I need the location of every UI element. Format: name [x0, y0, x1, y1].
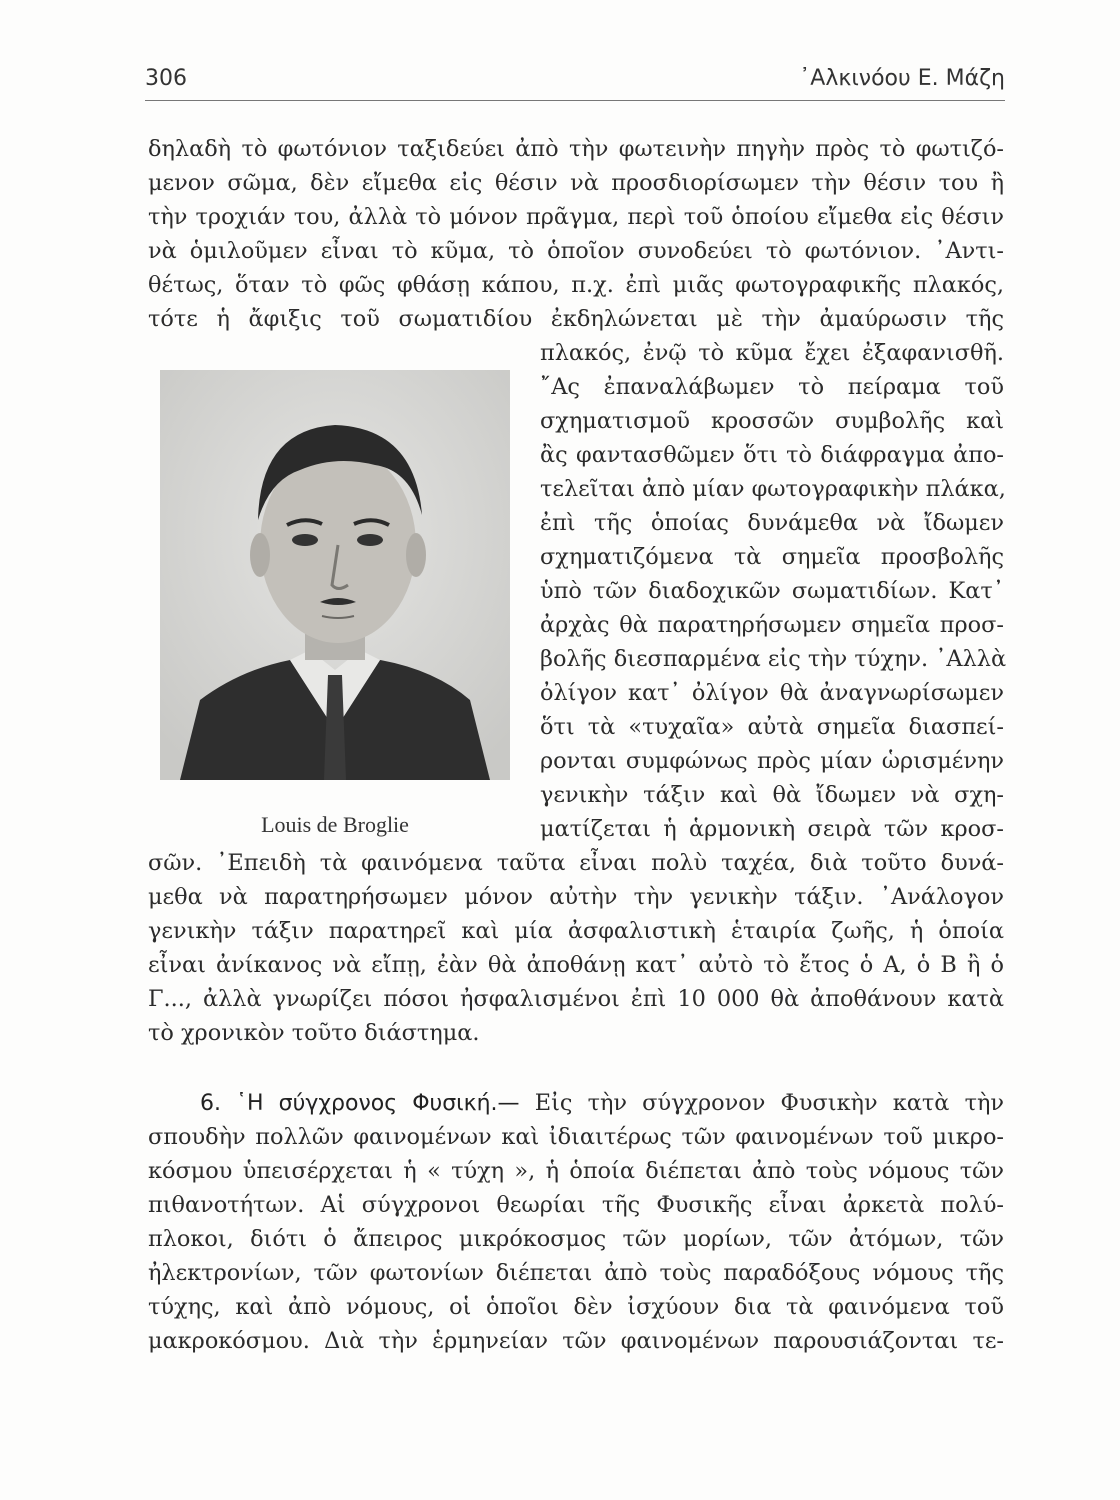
- body-line: Γ..., ἀλλὰ γνωρίζει πόσοι ἠσφαλισμένοι ἐπὶ 10 000 θὰ ἀποθάνουν κατὰ: [148, 986, 1004, 1012]
- section-first-line: [200, 1086, 1004, 1121]
- body-line: σχηματιζόμενα τὰ σημεῖα προσβολῆς: [540, 544, 1004, 570]
- body-line: μεθα νὰ παρατηρήσωμεν μόνον αὐτὴν τὴν γενικὴν τάξιν. ᾿Ανάλογον: [148, 884, 1004, 910]
- body-line: ὀλίγον κατ᾿ ὀλίγον θὰ ἀναγνωρίσωμεν: [540, 680, 1004, 706]
- body-line: βολῆς διεσπαρμένα εἰς τὴν τύχην. ᾿Αλλὰ: [540, 646, 1007, 672]
- body-line: ρονται συμφώνως πρὸς μίαν ὡρισμένην: [540, 748, 1004, 774]
- running-title: ᾿Αλκινόου Ε. Μάζη: [799, 66, 1005, 91]
- body-line: ὑπὸ τῶν διαδοχικῶν σωματιδίων. Κατ᾿: [540, 578, 1004, 604]
- section-line: κόσμου ὑπεισέρχεται ἡ « τύχη », ἡ ὁποία διέπεται ἀπὸ τοὺς νόμους τῶν: [148, 1158, 1004, 1184]
- page-number: 306: [145, 66, 187, 91]
- section-line: σπουδὴν πολλῶν φαινομένων καὶ ἰδιαιτέρως τῶν φαινομένων τοῦ μικρο-: [148, 1124, 1004, 1150]
- section-title: 6. ῾Η σύγχρονος Φυσική.—: [200, 1091, 520, 1116]
- section-line: τύχης, καὶ ἀπὸ νόμους, οἱ ὁποῖοι δὲν ἰσχύουν δια τὰ φαινόμενα τοῦ: [148, 1294, 1004, 1320]
- section-line: πιθανοτήτων. Αἱ σύγχρονοι θεωρίαι τῆς Φυσικῆς εἶναι ἀρκετὰ πολύ-: [148, 1192, 1004, 1218]
- section-line: πλοκοι, διότι ὁ ἄπειρος μικρόκοσμος τῶν μορίων, τῶν ἀτόμων, τῶν: [148, 1226, 1004, 1252]
- section-line: ἠλεκτρονίων, τῶν φωτονίων διέπεται ἀπὸ τοὺς παραδόξους νόμους τῆς: [148, 1260, 1004, 1286]
- body-line: σχηματισμοῦ κροσσῶν συμβολῆς καὶ: [540, 408, 1004, 434]
- body-line: νὰ ὁμιλοῦμεν εἶναι τὸ κῦμα, τὸ ὁποῖον συνοδεύει τὸ φωτόνιον. ᾿Αντι-: [148, 238, 1004, 264]
- body-line: μενον σῶμα, δὲν εἴμεθα εἰς θέσιν νὰ προσδιορίσωμεν τὴν θέσιν του ἢ: [148, 170, 1004, 196]
- body-line: θέτως, ὅταν τὸ φῶς φθάσῃ κάπου, π.χ. ἐπὶ μιᾶς φωτογραφικῆς πλακός,: [148, 272, 1004, 298]
- body-line: γενικὴν τάξιν καὶ θὰ ἴδωμεν νὰ σχη-: [540, 782, 1004, 808]
- portrait-photo: [160, 370, 510, 780]
- body-line: ἀρχὰς θὰ παρατηρήσωμεν σημεῖα προσ-: [540, 612, 1004, 638]
- body-line: ἂς φαντασθῶμεν ὅτι τὸ διάφραγμα ἀπο-: [540, 442, 1004, 468]
- body-line: τότε ἡ ἄφιξις τοῦ σωματιδίου ἐκδηλώνεται μὲ τὴν ἀμαύρωσιν τῆς: [148, 306, 1004, 332]
- body-line: γενικὴν τάξιν παρατηρεῖ καὶ μία ἀσφαλιστικὴ ἑταιρία ζωῆς, ἡ ὁποία: [148, 918, 1004, 944]
- body-line: τὴν τροχιάν του, ἀλλὰ τὸ μόνον πρᾶγμα, περὶ τοῦ ὁποίου εἴμεθα εἰς θέσιν: [148, 204, 1004, 230]
- body-line: ματίζεται ἡ ἁρμονικὴ σειρὰ τῶν κροσ-: [540, 816, 1004, 842]
- body-line: δηλαδὴ τὸ φωτόνιον ταξιδεύει ἀπὸ τὴν φωτεινὴν πηγὴν πρὸς τὸ φωτιζό-: [148, 136, 1004, 162]
- section-line: μακροκόσμου. Διὰ τὴν ἑρμηνείαν τῶν φαινομένων παρουσιάζονται τε-: [148, 1328, 1004, 1354]
- section-first-line-text: Εἰς τὴν σύγχρονον Φυσικὴν κατὰ τὴν: [534, 1090, 1004, 1116]
- body-line: τελεῖται ἀπὸ μίαν φωτογραφικὴν πλάκα,: [540, 476, 1006, 502]
- body-line: ὅτι τὰ «τυχαῖα» αὐτὰ σημεῖα διασπεί-: [540, 714, 1004, 740]
- body-line: πλακός, ἐνῷ τὸ κῦμα ἔχει ἐξαφανισθῆ.: [540, 340, 1004, 366]
- page-header: [145, 60, 1005, 101]
- portrait-illustration: [160, 370, 510, 780]
- body-line: τὸ χρονικὸν τοῦτο διάστημα.: [148, 1020, 480, 1046]
- body-line: ἐπὶ τῆς ὁποίας δυνάμεθα νὰ ἴδωμεν: [540, 510, 1004, 536]
- body-line: εἶναι ἀνίκανος νὰ εἴπῃ, ἐὰν θὰ ἀποθάνῃ κατ᾿ αὐτὸ τὸ ἔτος ὁ Α, ὁ Β ἢ ὁ: [148, 952, 1004, 978]
- body-line: ῎Ας ἐπαναλάβωμεν τὸ πείραμα τοῦ: [540, 374, 1004, 400]
- portrait-caption: Louis de Broglie: [261, 812, 409, 837]
- body-line: σῶν. ᾿Επειδὴ τὰ φαινόμενα ταῦτα εἶναι πολὺ ταχέα, διὰ τοῦτο δυνά-: [148, 850, 1004, 876]
